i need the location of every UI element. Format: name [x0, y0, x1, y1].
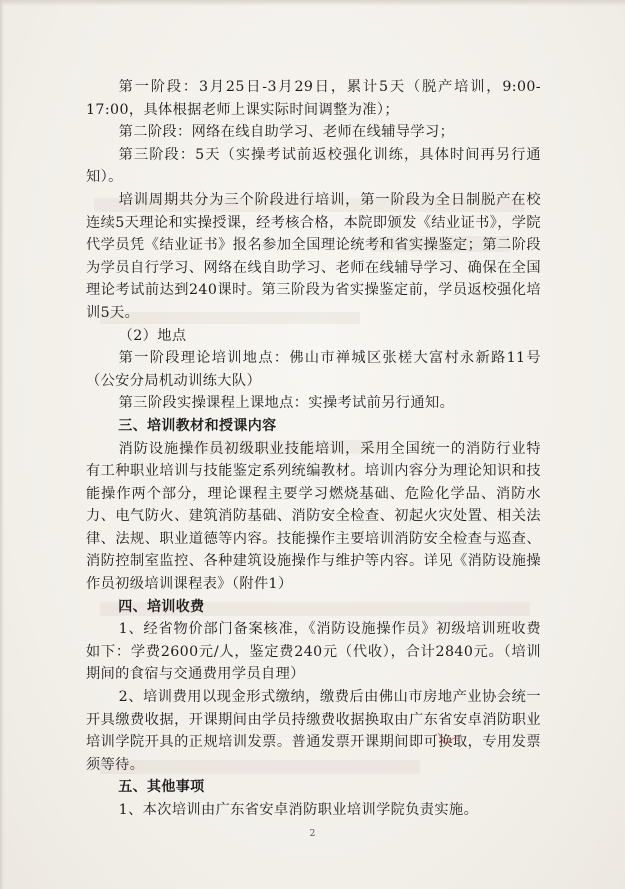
page-number: 2	[309, 829, 316, 839]
paragraph-fee-payment: 2、培训费用以现金形式缴纳，缴费后由佛山市房地产业协会统一开具缴费收据，开课期间由学员持缴费收据换取由广东省安卓消防职业培训学院开具的正规培训发票。普通发票开课期间即可换取，专用发票须等待。	[86, 689, 541, 773]
paragraph-training-cycle: 培训周期共分为三个阶段进行培训，第一阶段为全日制脱产在校连续5天理论和实操授课，经考核合格，本院即颁发《结业证书》，学院代学员凭《结业证书》报名参加全国理论统考和省实操鉴定；第二阶段为学员自行学习、网络在线自助学习、老师在线辅导学习、确保在全国理论考试前达到240课时。第三阶段为省实操鉴定前，学员返校强化培训5天。	[86, 191, 541, 321]
paragraph-theory-location: 第一阶段理论培训地点：佛山市禅城区张槎大富村永新路11号（公安分局机动训练大队）	[86, 350, 541, 389]
heading-materials: 三、培训教材和授课内容	[118, 417, 277, 434]
subheading-location: （2）地点	[118, 327, 187, 344]
heading-fees: 四、培训收费	[118, 598, 205, 615]
page-edge-left	[0, 0, 4, 889]
paragraph-materials: 消防设施操作员初级职业技能培训，采用全国统一的消防行业特有工种职业培训与技能鉴定系列统编教材。培训内容分为理论知识和技能操作两个部分，理论课程主要学习燃烧基础、危险化学品、消防水力、电气防火、建筑消防基础、消防安全检查、初起火灾处置、相关法律、法规、职业道德等内容。技能操作主要培训消防安全检查与巡查、消防控制室监控、各种建筑设施操作与维护等内容。详见《消防设施操作员初级培训课程表》（附件1）	[86, 440, 541, 593]
paragraph-implementation: 1、本次培训由广东省安卓消防职业培训学院负责实施。	[118, 802, 479, 818]
document-body	[86, 76, 541, 822]
paragraph-stage-one: 第一阶段：3月25日-3月29日，累计5天（脱产培训，9:00-17:00，具体根据老师上课实际时间调整为准）；	[86, 79, 541, 118]
paragraph-fee-amount: 1、经省物价部门备案核准，《消防设施操作员》初级培训班收费如下：学费2600元/人，鉴定费240元（代收），合计2840元。（培训期间的食宿与交通费用学员自理）	[86, 621, 541, 683]
paragraph-stage-two: 第二阶段：网络在线自助学习、老师在线辅导学习；	[118, 124, 455, 141]
paragraph-stage-three: 第三阶段：5天（实操考试前返校强化训练，具体时间再另行通知）。	[86, 146, 541, 186]
heading-other-matters: 五、其他事项	[118, 779, 205, 796]
page-edge-top	[0, 0, 625, 6]
paragraph-practice-location: 第三阶段实操课程上课地点：实操考试前另行通知。	[118, 395, 455, 412]
